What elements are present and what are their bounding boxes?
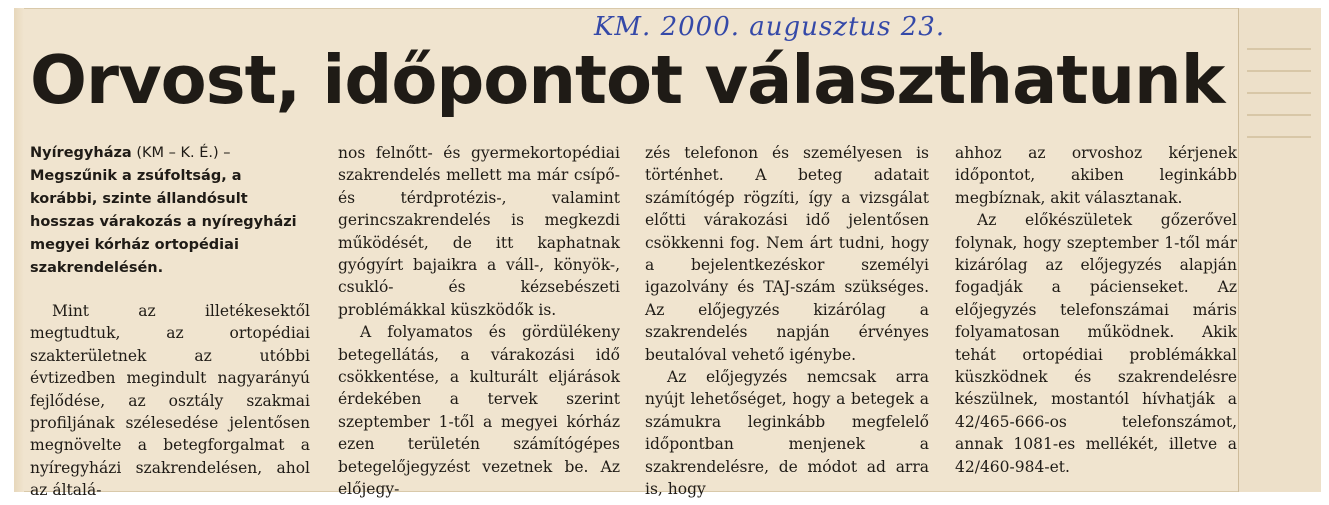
clipping-right-edge	[1238, 8, 1321, 492]
paragraph: nos felnőtt- és gyermekortopédiai szakrendelés mellett ma már csípő- és térdprotézis-, valamint gerincszakrendelés is megkezdi működését, de itt kaphatnak gyógyírt bajaikra a váll-, könyök-, csukló- és kézsebészeti problémákkal küszködők is.	[338, 144, 620, 319]
bleed-through-line	[1247, 70, 1311, 72]
article-column-3	[645, 142, 929, 501]
bleed-through-line	[1247, 136, 1311, 138]
lead-city: Nyíregyháza	[30, 145, 132, 161]
lead-text: Megszűnik a zsúfoltság, a korábbi, szinte állandósult hosszas várakozás a nyíregyházi megyei kórház ortopédiai szakrendelésén.	[30, 168, 297, 276]
lead-byline: (KM – K. É.) –	[131, 145, 231, 161]
paragraph: ahhoz az orvoshoz kérjenek időpontot, akiben leginkább megbíznak, akit választanak.	[955, 144, 1237, 207]
bleed-through-line	[1247, 92, 1311, 94]
article-headline: Orvost, időpontot választhatunk	[30, 41, 1225, 119]
article-body	[30, 142, 1237, 500]
bleed-through-line	[1247, 48, 1311, 50]
paragraph: A folyamatos és gördülékeny betegellátás, a várakozási idő csökkentése, a kulturált eljárások érdekében a tervek szerint szeptember 1-től a megyei kórház ezen területén számítógépes betegelőjegyzést vezetnek be. Az előjegy-	[338, 323, 620, 499]
paragraph: Mint az illetékesektől megtudtuk, az ortopédiai szakterületnek az utóbbi évtizedben megindult nagyarányú fejlődése, az osztály szakmai profiljának szélesedése jelentősen megnövelte a betegforgalmat a nyíregyházi szakrendelésen, ahol az általá-	[30, 302, 310, 500]
paragraph: zés telefonon és személyesen is történhet. A beteg adatait számítógép rögzíti, így a vizsgálat előtti várakozási idő jelentősen csökkenni fog. Nem árt tudni, hogy a bejelentkezéskor személyi igazolvány és TAJ-szám szükséges. Az előjegyzés kizárólag a szakrendelés napján érvényes beutalóval vehető igénybe.	[645, 144, 929, 364]
article-lead	[30, 142, 310, 280]
handwritten-source-date: KM. 2000. augusztus 23.	[594, 12, 946, 42]
clipping-left-edge	[14, 8, 24, 492]
paragraph: Az előjegyzés nemcsak arra nyújt lehetőséget, hogy a betegek a számukra leginkább megfelelő időpontban menjenek a szakrendelésre, de módot ad arra is, hogy	[645, 368, 929, 499]
article-column-4	[955, 142, 1237, 478]
article-column-2	[338, 142, 620, 501]
paragraph: Az előkészületek gőzerővel folynak, hogy szeptember 1-től már kizárólag az előjegyzés alapján fogadják a pácienseket. Az előjegyzés telefonszámai máris folyamatosan működnek. Akik tehát ortopédiai problémákkal küszködnek és szakrendelésre készülnek, mostantól hívhatják a 42/465-666-os telefonszámot, annak 1081-es mellékét, illetve a 42/460-984-et.	[955, 211, 1237, 476]
bleed-through-line	[1247, 114, 1311, 116]
article-column-1	[30, 142, 310, 502]
